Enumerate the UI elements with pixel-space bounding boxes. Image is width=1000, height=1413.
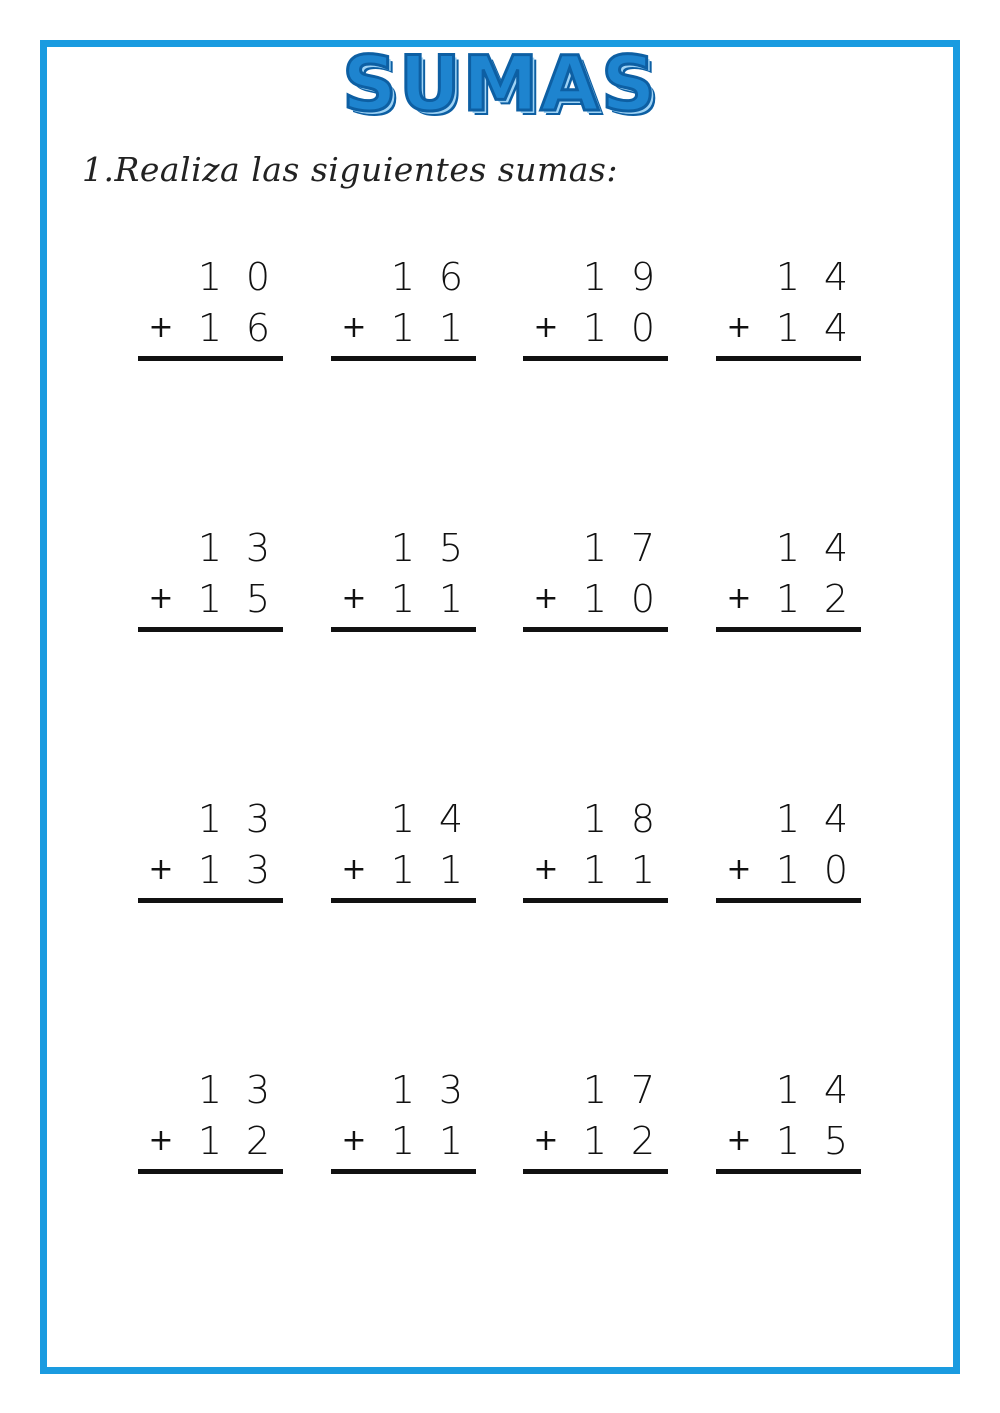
bottom-tens-digit: 1 (197, 306, 223, 350)
addition-problem (523, 797, 668, 907)
addition-problem (716, 255, 861, 365)
bottom-units-digit: 2 (245, 1119, 271, 1163)
addition-problem (716, 797, 861, 907)
plus-sign: + (533, 1123, 559, 1158)
bottom-units-digit: 0 (630, 577, 656, 621)
bottom-units-digit: 2 (823, 577, 849, 621)
sum-line (138, 898, 283, 903)
top-units-digit: 4 (823, 255, 849, 299)
top-units-digit: 0 (245, 255, 271, 299)
bottom-units-digit: 3 (245, 848, 271, 892)
plus-sign: + (341, 310, 367, 345)
top-tens-digit: 1 (390, 255, 416, 299)
top-tens-digit: 1 (197, 797, 223, 841)
top-tens-digit: 1 (582, 526, 608, 570)
top-units-digit: 7 (630, 1068, 656, 1112)
top-tens-digit: 1 (775, 1068, 801, 1112)
plus-sign: + (148, 581, 174, 616)
plus-sign: + (726, 852, 752, 887)
bottom-tens-digit: 1 (775, 848, 801, 892)
plus-sign: + (533, 852, 559, 887)
top-units-digit: 3 (245, 526, 271, 570)
bottom-units-digit: 5 (823, 1119, 849, 1163)
top-units-digit: 9 (630, 255, 656, 299)
plus-sign: + (148, 310, 174, 345)
bottom-tens-digit: 1 (775, 306, 801, 350)
bottom-units-digit: 0 (630, 306, 656, 350)
plus-sign: + (533, 581, 559, 616)
addition-problem (138, 526, 283, 636)
plus-sign: + (341, 1123, 367, 1158)
bottom-units-digit: 1 (438, 306, 464, 350)
top-tens-digit: 1 (582, 255, 608, 299)
plus-sign: + (726, 310, 752, 345)
top-tens-digit: 1 (390, 1068, 416, 1112)
top-tens-digit: 1 (197, 1068, 223, 1112)
addition-problem (138, 255, 283, 365)
top-units-digit: 4 (823, 797, 849, 841)
bottom-units-digit: 2 (630, 1119, 656, 1163)
bottom-tens-digit: 1 (582, 1119, 608, 1163)
addition-problem (331, 1068, 476, 1178)
sum-line (716, 898, 861, 903)
sum-line (331, 356, 476, 361)
bottom-units-digit: 4 (823, 306, 849, 350)
addition-problem (716, 1068, 861, 1178)
top-tens-digit: 1 (582, 1068, 608, 1112)
addition-problem (523, 526, 668, 636)
top-units-digit: 3 (438, 1068, 464, 1112)
worksheet-title: SUMAS (342, 39, 658, 128)
top-tens-digit: 1 (775, 797, 801, 841)
bottom-tens-digit: 1 (582, 577, 608, 621)
top-units-digit: 5 (438, 526, 464, 570)
sum-line (138, 356, 283, 361)
sum-line (523, 898, 668, 903)
top-units-digit: 6 (438, 255, 464, 299)
plus-sign: + (726, 581, 752, 616)
bottom-tens-digit: 1 (197, 577, 223, 621)
bottom-units-digit: 1 (438, 1119, 464, 1163)
top-tens-digit: 1 (390, 797, 416, 841)
addition-problem (138, 1068, 283, 1178)
bottom-tens-digit: 1 (582, 306, 608, 350)
sum-line (138, 627, 283, 632)
top-units-digit: 4 (438, 797, 464, 841)
plus-sign: + (148, 1123, 174, 1158)
instruction-text: 1.Realiza las siguientes sumas: (82, 150, 618, 189)
top-tens-digit: 1 (197, 255, 223, 299)
plus-sign: + (726, 1123, 752, 1158)
top-tens-digit: 1 (582, 797, 608, 841)
bottom-tens-digit: 1 (197, 1119, 223, 1163)
bottom-units-digit: 1 (630, 848, 656, 892)
top-units-digit: 3 (245, 1068, 271, 1112)
sum-line (716, 1169, 861, 1174)
addition-problem (331, 255, 476, 365)
addition-problem (331, 526, 476, 636)
sum-line (523, 1169, 668, 1174)
bottom-tens-digit: 1 (390, 1119, 416, 1163)
sum-line (523, 627, 668, 632)
top-units-digit: 4 (823, 1068, 849, 1112)
top-tens-digit: 1 (775, 255, 801, 299)
bottom-tens-digit: 1 (197, 848, 223, 892)
sum-line (331, 1169, 476, 1174)
addition-problem (138, 797, 283, 907)
addition-problem (523, 255, 668, 365)
top-units-digit: 4 (823, 526, 849, 570)
sum-line (331, 898, 476, 903)
bottom-tens-digit: 1 (582, 848, 608, 892)
bottom-tens-digit: 1 (775, 1119, 801, 1163)
bottom-tens-digit: 1 (390, 306, 416, 350)
plus-sign: + (341, 852, 367, 887)
bottom-units-digit: 1 (438, 577, 464, 621)
top-units-digit: 8 (630, 797, 656, 841)
plus-sign: + (148, 852, 174, 887)
sum-line (138, 1169, 283, 1174)
addition-problem (716, 526, 861, 636)
sum-line (523, 356, 668, 361)
bottom-units-digit: 0 (823, 848, 849, 892)
top-tens-digit: 1 (775, 526, 801, 570)
sum-line (716, 356, 861, 361)
top-units-digit: 3 (245, 797, 271, 841)
bottom-tens-digit: 1 (390, 848, 416, 892)
bottom-units-digit: 5 (245, 577, 271, 621)
sum-line (716, 627, 861, 632)
bottom-tens-digit: 1 (390, 577, 416, 621)
sum-line (331, 627, 476, 632)
top-tens-digit: 1 (197, 526, 223, 570)
bottom-units-digit: 1 (438, 848, 464, 892)
bottom-units-digit: 6 (245, 306, 271, 350)
bottom-tens-digit: 1 (775, 577, 801, 621)
plus-sign: + (533, 310, 559, 345)
plus-sign: + (341, 581, 367, 616)
addition-problem (331, 797, 476, 907)
addition-problem (523, 1068, 668, 1178)
top-units-digit: 7 (630, 526, 656, 570)
top-tens-digit: 1 (390, 526, 416, 570)
